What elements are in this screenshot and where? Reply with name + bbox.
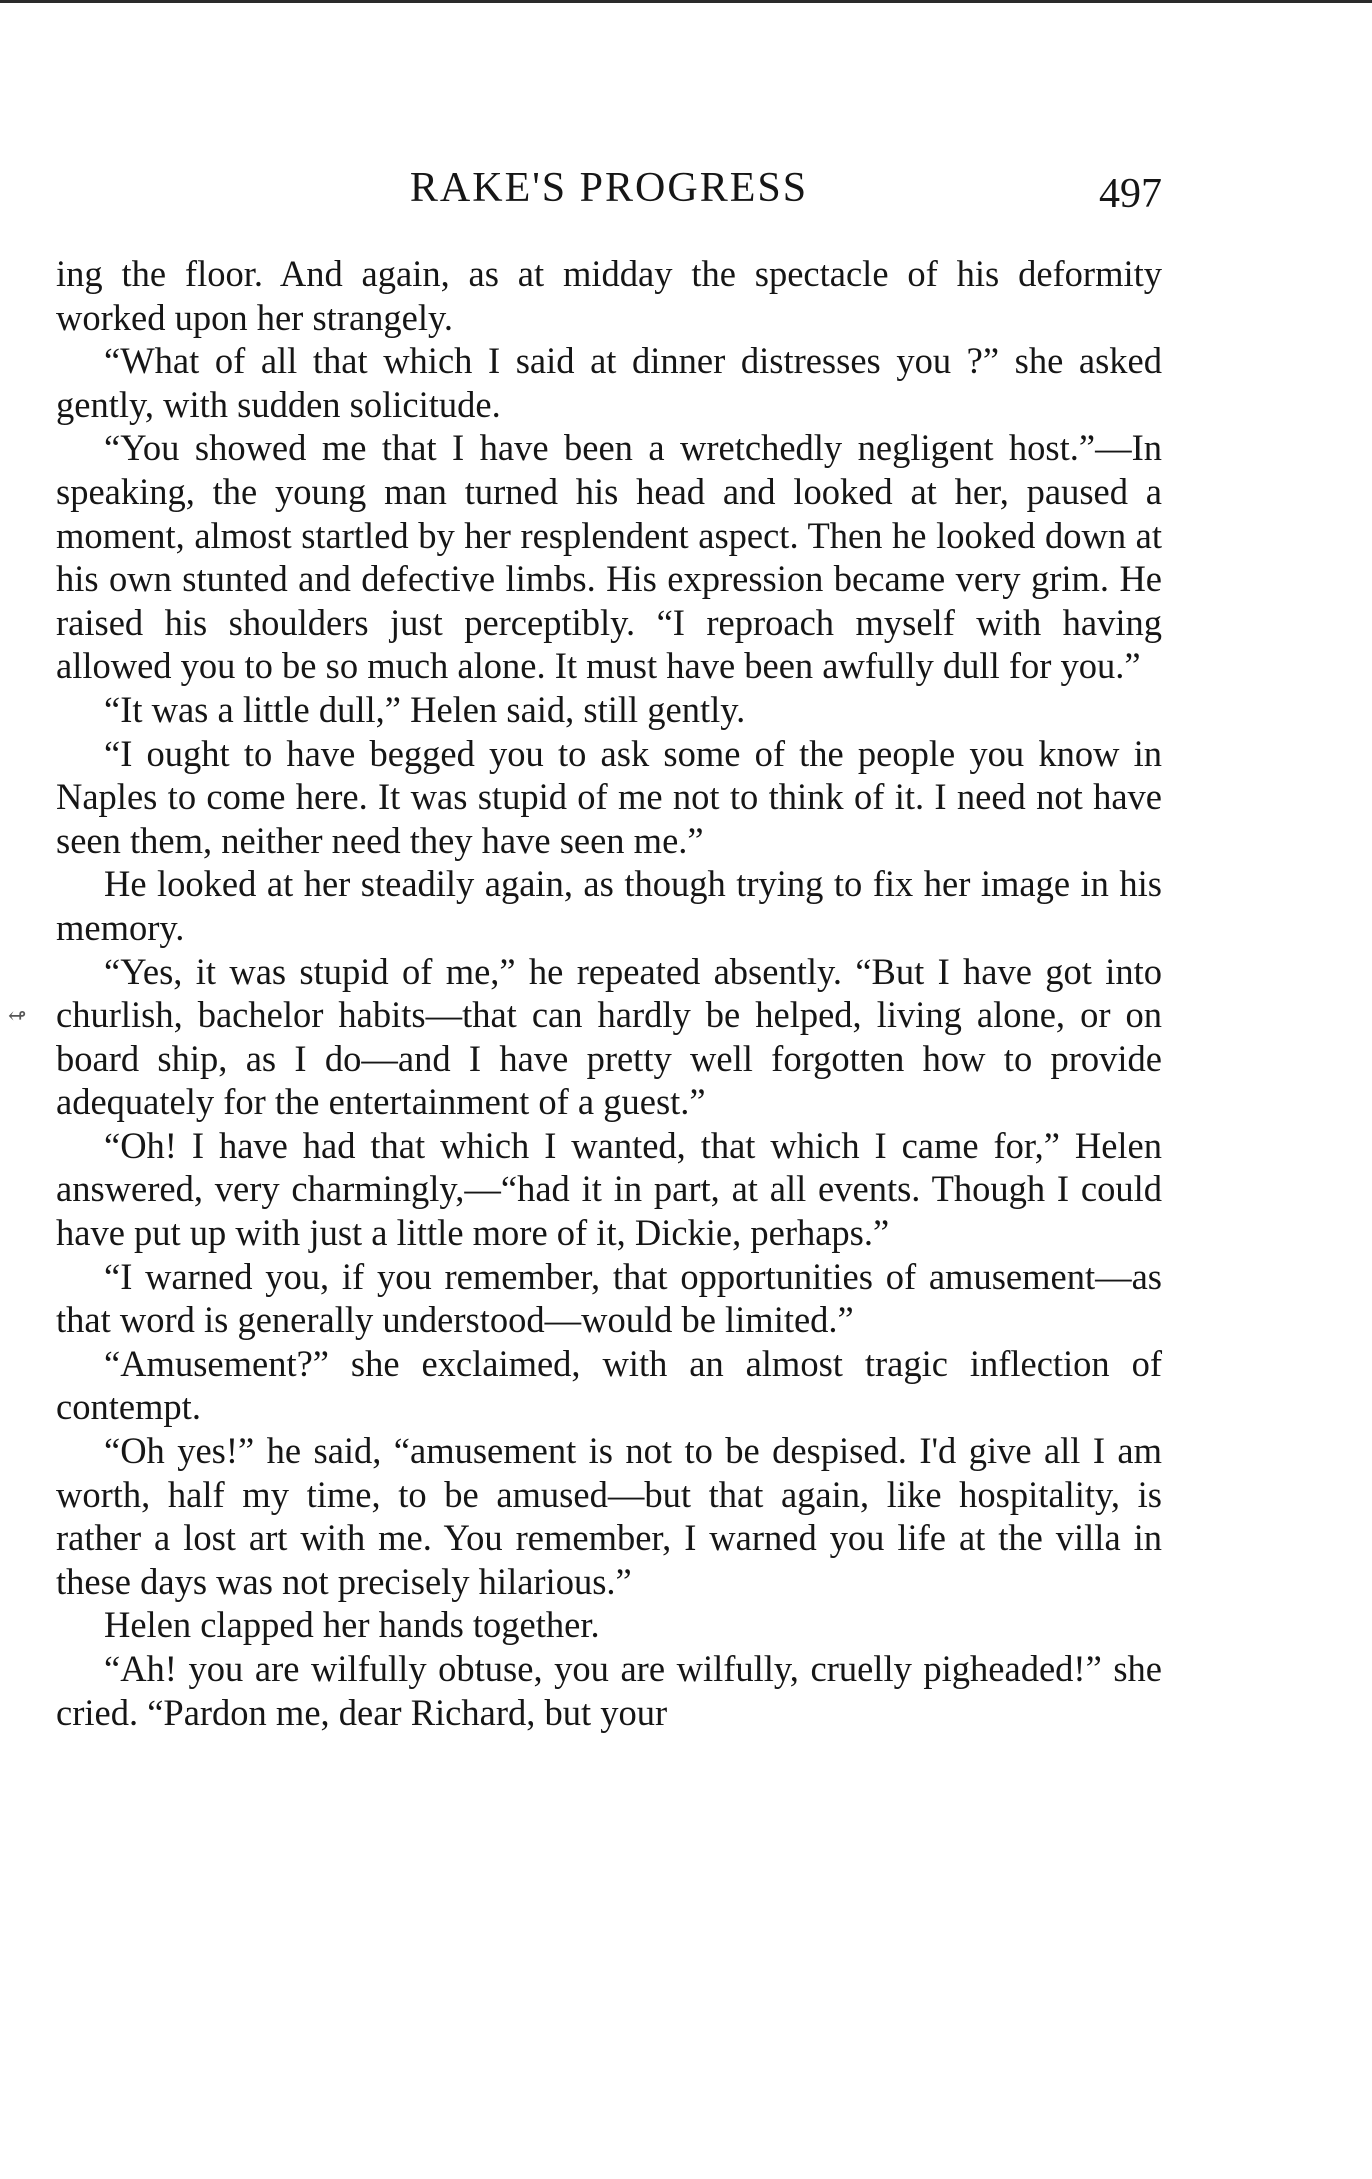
running-title: RAKE'S PROGRESS <box>409 165 809 211</box>
paragraph: “I warned you, if you remember, that opportunities of amusement—as that word is generally understood—would be limited.” <box>56 1255 1162 1341</box>
paragraph: “You showed me that I have been a wretchedly negligent host.”—In speaking, the young man turned his head and looked at her, paused a moment, almost startled by her resplendent aspect. Then he looked down at his own stunted and defective limbs. His expression became very grim. He raised his shoulders just perceptibly. “I reproach myself with having allowed you to be so much alone. It must have been awfully dull for you.” <box>56 427 1162 687</box>
paragraph: “I ought to have begged you to ask some of the people you know in Naples to come here. It was stupid of me not to think of it. I need not have seen them, neither need they have seen me.” <box>56 732 1162 861</box>
running-header <box>56 158 1162 218</box>
page-number: 497 <box>1099 171 1162 217</box>
body-text <box>56 252 1162 1734</box>
paragraph: He looked at her steadily again, as though trying to fix her image in his memory. <box>56 863 1162 948</box>
paragraph: “Ah! you are wilfully obtuse, you are wilfully, cruelly pigheaded!” she cried. “Pardon me, dear Richard, but your <box>56 1648 1162 1733</box>
page-top-edge-rule <box>0 0 1372 3</box>
paragraph: “Oh! I have had that which I wanted, that which I came for,” Helen answered, very charmingly,—“had it in part, at all events. Though I could have put up with just a little more of it, Dickie, perhaps.” <box>56 1124 1162 1254</box>
paragraph: “Yes, it was stupid of me,” he repeated absently. “But I have got into churlish, bachelor habits—that can hardly be helped, living alone, or on board ship, as I do—and I have pretty well forgotten how to provide adequately for the entertainment of a guest.” <box>56 950 1162 1123</box>
paragraph: “Oh yes!” he said, “amusement is not to be despised. I'd give all I am worth, half my time, to be amused—but that again, like hospitality, is rather a lost art with me. You remember, I warned you life at the villa in these days was not precisely hilarious.” <box>56 1430 1162 1602</box>
margin-mark-icon: ↫ <box>8 1003 27 1028</box>
paragraph: “It was a little dull,” Helen said, still gently. <box>104 688 746 730</box>
paragraph: ing the floor. And again, as at midday the spectacle of his deformity worked upon her strangely. <box>56 253 1162 338</box>
paragraph: Helen clapped her hands together. <box>104 1604 600 1646</box>
paragraph: “Amusement?” she exclaimed, with an almost tragic inflection of contempt. <box>56 1342 1162 1428</box>
paragraph: “What of all that which I said at dinner distresses you ?” she asked gently, with sudden solicitude. <box>56 340 1162 425</box>
